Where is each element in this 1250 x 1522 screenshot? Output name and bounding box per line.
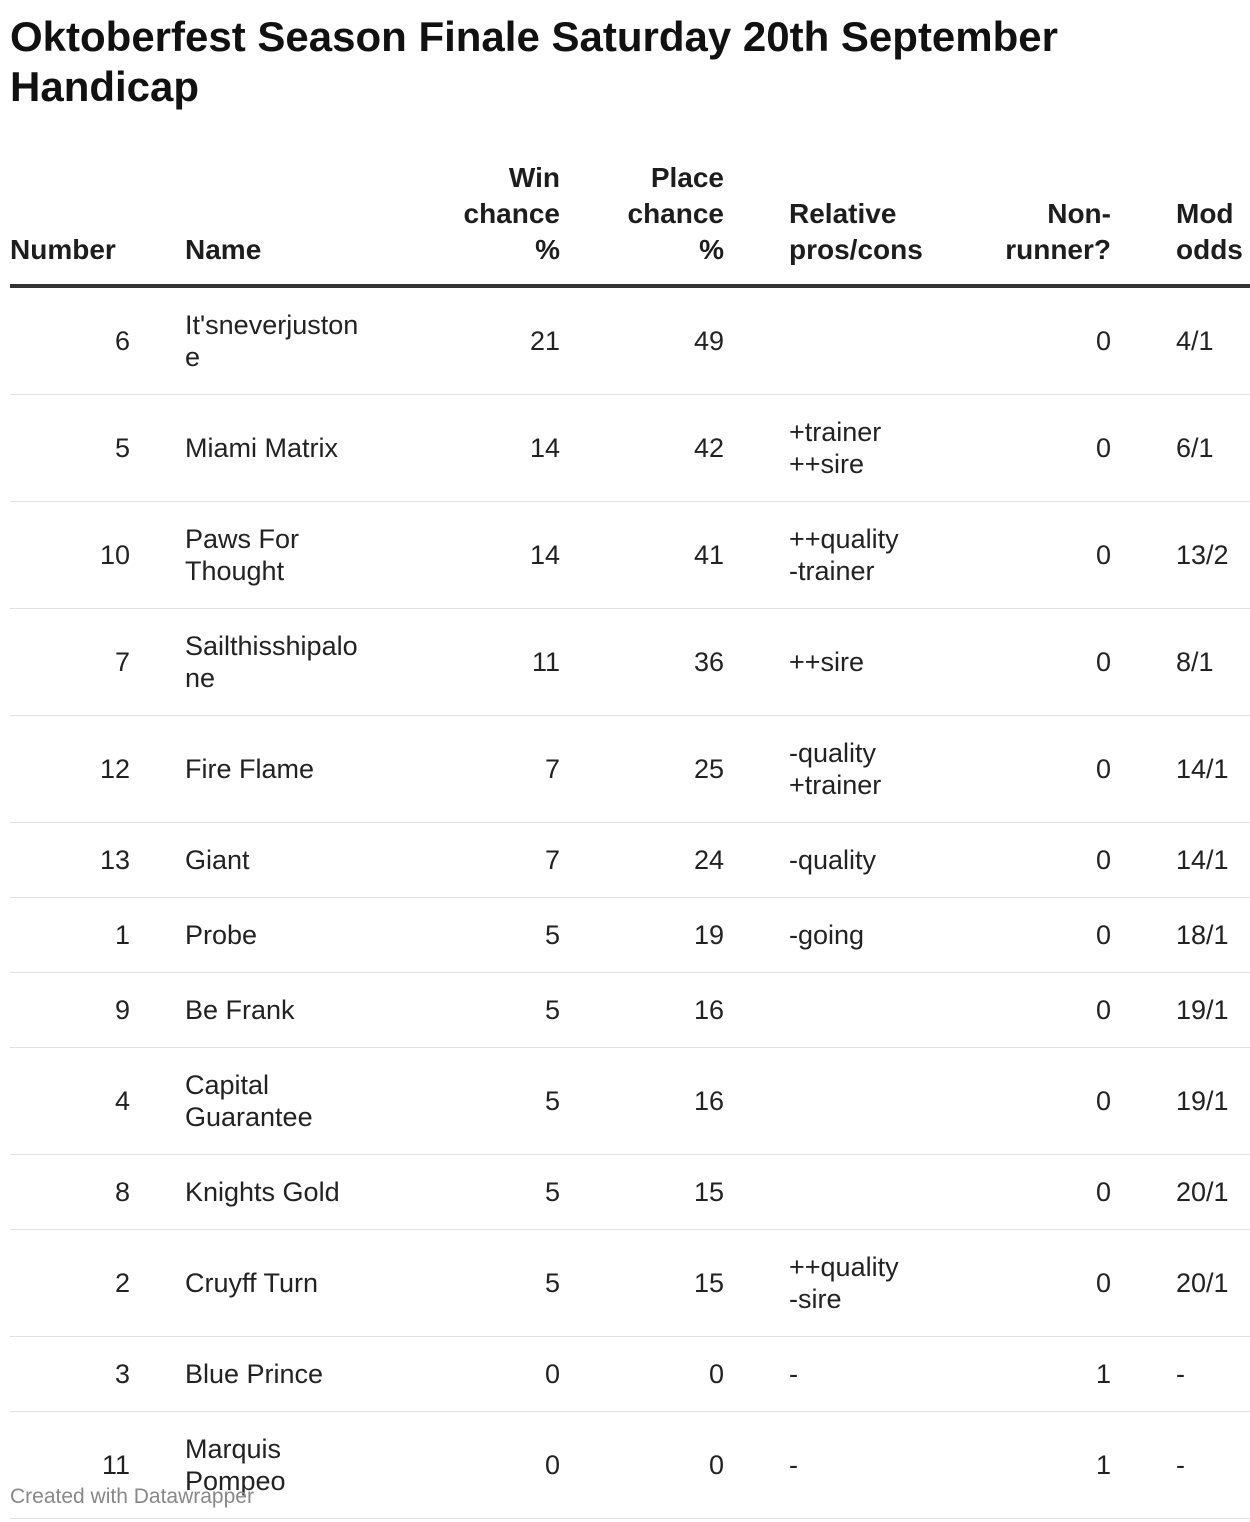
cell-non-runner: 0 [916, 395, 1111, 502]
cell-name: Capital Guarantee [130, 1048, 370, 1155]
cell-place-chance: 0 [560, 1337, 724, 1412]
cell-non-runner: 0 [916, 973, 1111, 1048]
cell-pros-cons [724, 395, 916, 502]
header-line: odds [1176, 234, 1243, 265]
pros-cons-item: -trainer [789, 556, 875, 586]
header-line: chance [627, 198, 724, 229]
header-mod-odds[interactable] [1111, 160, 1250, 286]
cell-pros-cons [724, 1155, 916, 1230]
cell-place-chance: 25 [560, 716, 724, 823]
cell-pros-cons [724, 898, 916, 973]
cell-mod-odds: 14/1 [1111, 823, 1250, 898]
table-row [10, 1337, 1250, 1412]
cell-number: 6 [10, 286, 130, 395]
cell-mod-odds: 13/2 [1111, 502, 1250, 609]
cell-place-chance: 19 [560, 898, 724, 973]
cell-non-runner: 0 [916, 823, 1111, 898]
cell-place-chance: 42 [560, 395, 724, 502]
cell-place-chance: 16 [560, 973, 724, 1048]
cell-non-runner: 0 [916, 286, 1111, 395]
cell-name: It'sneverjustone [130, 286, 370, 395]
pros-cons-item: - [789, 1359, 798, 1389]
header-line: Mod [1176, 198, 1234, 229]
header-line: Non- [1047, 198, 1111, 229]
cell-win-chance: 7 [370, 823, 560, 898]
cell-mod-odds: 20/1 [1111, 1230, 1250, 1337]
header-line: runner? [1005, 234, 1111, 265]
cell-non-runner: 0 [916, 1048, 1111, 1155]
cell-pros-cons [724, 823, 916, 898]
cell-place-chance: 24 [560, 823, 724, 898]
cell-win-chance: 5 [370, 898, 560, 973]
cell-pros-cons [724, 286, 916, 395]
pros-cons-item: -sire [789, 1284, 842, 1314]
cell-win-chance: 5 [370, 1048, 560, 1155]
cell-place-chance: 49 [560, 286, 724, 395]
cell-name: Paws For Thought [130, 502, 370, 609]
cell-name: Giant [130, 823, 370, 898]
cell-name: Cruyff Turn [130, 1230, 370, 1337]
cell-win-chance: 5 [370, 973, 560, 1048]
cell-pros-cons [724, 716, 916, 823]
odds-table [10, 160, 1250, 1519]
cell-number: 7 [10, 609, 130, 716]
header-pros-cons[interactable] [724, 160, 923, 286]
cell-mod-odds: 6/1 [1111, 395, 1250, 502]
cell-mod-odds: 14/1 [1111, 716, 1250, 823]
cell-number: 2 [10, 1230, 130, 1337]
cell-win-chance: 7 [370, 716, 560, 823]
footer-credit: Created with Datawrapper [10, 1485, 254, 1508]
cell-pros-cons [724, 1337, 916, 1412]
table-row [10, 898, 1250, 973]
cell-pros-cons [724, 1412, 916, 1519]
pros-cons-item: ++quality [789, 524, 899, 554]
pros-cons-item: -quality [789, 738, 877, 768]
table-row [10, 1155, 1250, 1230]
table-row [10, 286, 1250, 395]
cell-place-chance: 15 [560, 1230, 724, 1337]
header-number[interactable] [10, 160, 130, 286]
header-line: chance [463, 198, 560, 229]
header-line: % [535, 234, 560, 265]
table-row [10, 823, 1250, 898]
cell-mod-odds: - [1111, 1337, 1250, 1412]
table-row [10, 609, 1250, 716]
cell-number: 3 [10, 1337, 130, 1412]
header-line: Name [185, 234, 262, 265]
cell-name: Knights Gold [130, 1155, 370, 1230]
cell-pros-cons [724, 1048, 916, 1155]
cell-win-chance: 5 [370, 1230, 560, 1337]
pros-cons-item: +trainer [789, 417, 882, 447]
cell-mod-odds: 20/1 [1111, 1155, 1250, 1230]
cell-mod-odds: - [1111, 1412, 1250, 1519]
cell-number: 11 [10, 1412, 130, 1519]
cell-name: Fire Flame [130, 716, 370, 823]
cell-mod-odds: 8/1 [1111, 609, 1250, 716]
table-row [10, 395, 1250, 502]
table-row [10, 502, 1250, 609]
cell-number: 1 [10, 898, 130, 973]
cell-non-runner: 0 [916, 716, 1111, 823]
cell-number: 9 [10, 973, 130, 1048]
cell-win-chance: 11 [370, 609, 560, 716]
cell-win-chance: 14 [370, 395, 560, 502]
cell-number: 4 [10, 1048, 130, 1155]
table-row [10, 716, 1250, 823]
header-win-chance[interactable] [370, 160, 560, 286]
cell-non-runner: 0 [916, 502, 1111, 609]
odds-table-container [10, 160, 1243, 1519]
cell-name: Sailthisshipalone [130, 609, 370, 716]
pros-cons-item: ++quality [789, 1252, 899, 1282]
cell-number: 10 [10, 502, 130, 609]
cell-pros-cons [724, 973, 916, 1048]
cell-place-chance: 36 [560, 609, 724, 716]
cell-number: 13 [10, 823, 130, 898]
cell-number: 5 [10, 395, 130, 502]
header-line: Relative [789, 198, 897, 229]
cell-name: Probe [130, 898, 370, 973]
cell-mod-odds: 4/1 [1111, 286, 1250, 395]
header-line: Place [650, 162, 724, 193]
cell-non-runner: 0 [916, 609, 1111, 716]
cell-number: 8 [10, 1155, 130, 1230]
table-row [10, 973, 1250, 1048]
header-line: Number [10, 234, 116, 265]
cell-win-chance: 21 [370, 286, 560, 395]
pros-cons-item: -quality [789, 845, 877, 875]
header-place-chance[interactable] [560, 160, 724, 286]
table-row [10, 1048, 1250, 1155]
pros-cons-item: - [789, 1450, 798, 1480]
header-line: Win [508, 162, 560, 193]
chart-title: Oktoberfest Season Finale Saturday 20th September Handicap [10, 13, 1058, 110]
cell-number: 12 [10, 716, 130, 823]
cell-place-chance: 16 [560, 1048, 724, 1155]
table-row [10, 1230, 1250, 1337]
cell-non-runner: 0 [916, 1155, 1111, 1230]
header-name[interactable] [130, 160, 370, 286]
header-non-runner[interactable] [916, 160, 1111, 286]
cell-win-chance: 0 [370, 1412, 560, 1519]
cell-place-chance: 0 [560, 1412, 724, 1519]
pros-cons-item: ++sire [789, 647, 865, 677]
cell-name: Be Frank [130, 973, 370, 1048]
header-line: pros/cons [789, 234, 923, 265]
cell-non-runner: 1 [916, 1412, 1111, 1519]
cell-name: Marquis Pompeo [130, 1412, 370, 1519]
cell-win-chance: 14 [370, 502, 560, 609]
cell-win-chance: 0 [370, 1337, 560, 1412]
cell-mod-odds: 18/1 [1111, 898, 1250, 973]
cell-place-chance: 15 [560, 1155, 724, 1230]
pros-cons-item: +trainer [789, 770, 882, 800]
cell-mod-odds: 19/1 [1111, 1048, 1250, 1155]
table-body [10, 286, 1250, 1519]
cell-non-runner: 0 [916, 1230, 1111, 1337]
cell-mod-odds: 19/1 [1111, 973, 1250, 1048]
cell-win-chance: 5 [370, 1155, 560, 1230]
table-header-row [10, 160, 1250, 286]
cell-name: Miami Matrix [130, 395, 370, 502]
cell-pros-cons [724, 502, 916, 609]
header-line: % [699, 234, 724, 265]
cell-pros-cons [724, 609, 916, 716]
cell-name: Blue Prince [130, 1337, 370, 1412]
cell-non-runner: 1 [916, 1337, 1111, 1412]
pros-cons-item: -going [789, 920, 865, 950]
cell-pros-cons [724, 1230, 916, 1337]
cell-non-runner: 0 [916, 898, 1111, 973]
pros-cons-item: ++sire [789, 449, 865, 479]
cell-place-chance: 41 [560, 502, 724, 609]
